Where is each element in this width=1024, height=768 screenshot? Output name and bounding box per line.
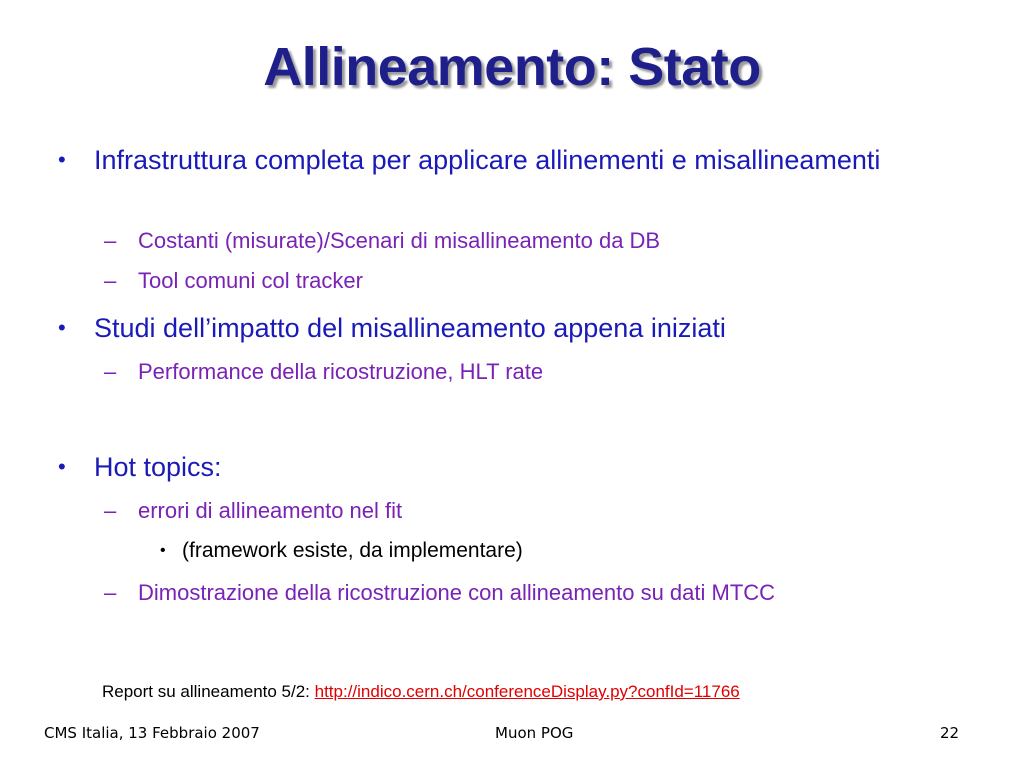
bullet-icon: •: [58, 147, 66, 172]
sub-bullet-text: errori di allineamento nel fit: [138, 498, 403, 523]
bullet-item: [58, 142, 994, 178]
sub-bullet-item: [104, 226, 661, 256]
footer-group: Muon POG: [495, 724, 574, 742]
page-number: 22: [940, 724, 960, 742]
bullet-text: Infrastruttura completa per applicare allinementi e misallineamenti: [94, 145, 881, 175]
bullet-text: Studi dell’impatto del misallineamento appena iniziati: [94, 313, 726, 343]
report-label: Report su allineamento 5/2:: [102, 682, 315, 701]
sub-bullet-text: Dimostrazione della ricostruzione con allineamento su dati MTCC: [138, 580, 776, 605]
bullet-item: [58, 310, 994, 346]
sub-bullet-item: [104, 578, 776, 608]
slide-title: Allineamento: Stato: [263, 37, 761, 97]
bullet-icon: •: [58, 315, 66, 340]
dash-icon: –: [104, 498, 117, 523]
report-line: [102, 682, 740, 702]
sub-bullet-text: Costanti (misurate)/Scenari di misallineamento da DB: [138, 228, 661, 253]
dash-icon: –: [104, 359, 117, 384]
sub-bullet-item: [104, 357, 544, 387]
bullet-item: [58, 449, 994, 485]
bullet-icon: •: [58, 454, 66, 479]
dash-icon: –: [104, 268, 117, 293]
dash-icon: –: [104, 580, 117, 605]
report-link[interactable]: http://indico.cern.ch/conferenceDisplay.py?confId=11766: [314, 682, 740, 701]
sub-sub-bullet-item: [160, 537, 523, 565]
footer-date: CMS Italia, 13 Febbraio 2007: [44, 724, 260, 742]
bullet-icon: •: [160, 542, 166, 559]
sub-bullet-item: [104, 496, 403, 526]
dash-icon: –: [104, 228, 117, 253]
sub-sub-bullet-text: (framework esiste, da implementare): [182, 539, 523, 562]
bullet-text: Hot topics:: [94, 452, 222, 482]
sub-bullet-text: Performance della ricostruzione, HLT rate: [138, 359, 544, 384]
sub-bullet-text: Tool comuni col tracker: [138, 268, 363, 293]
sub-bullet-item: [104, 266, 363, 296]
